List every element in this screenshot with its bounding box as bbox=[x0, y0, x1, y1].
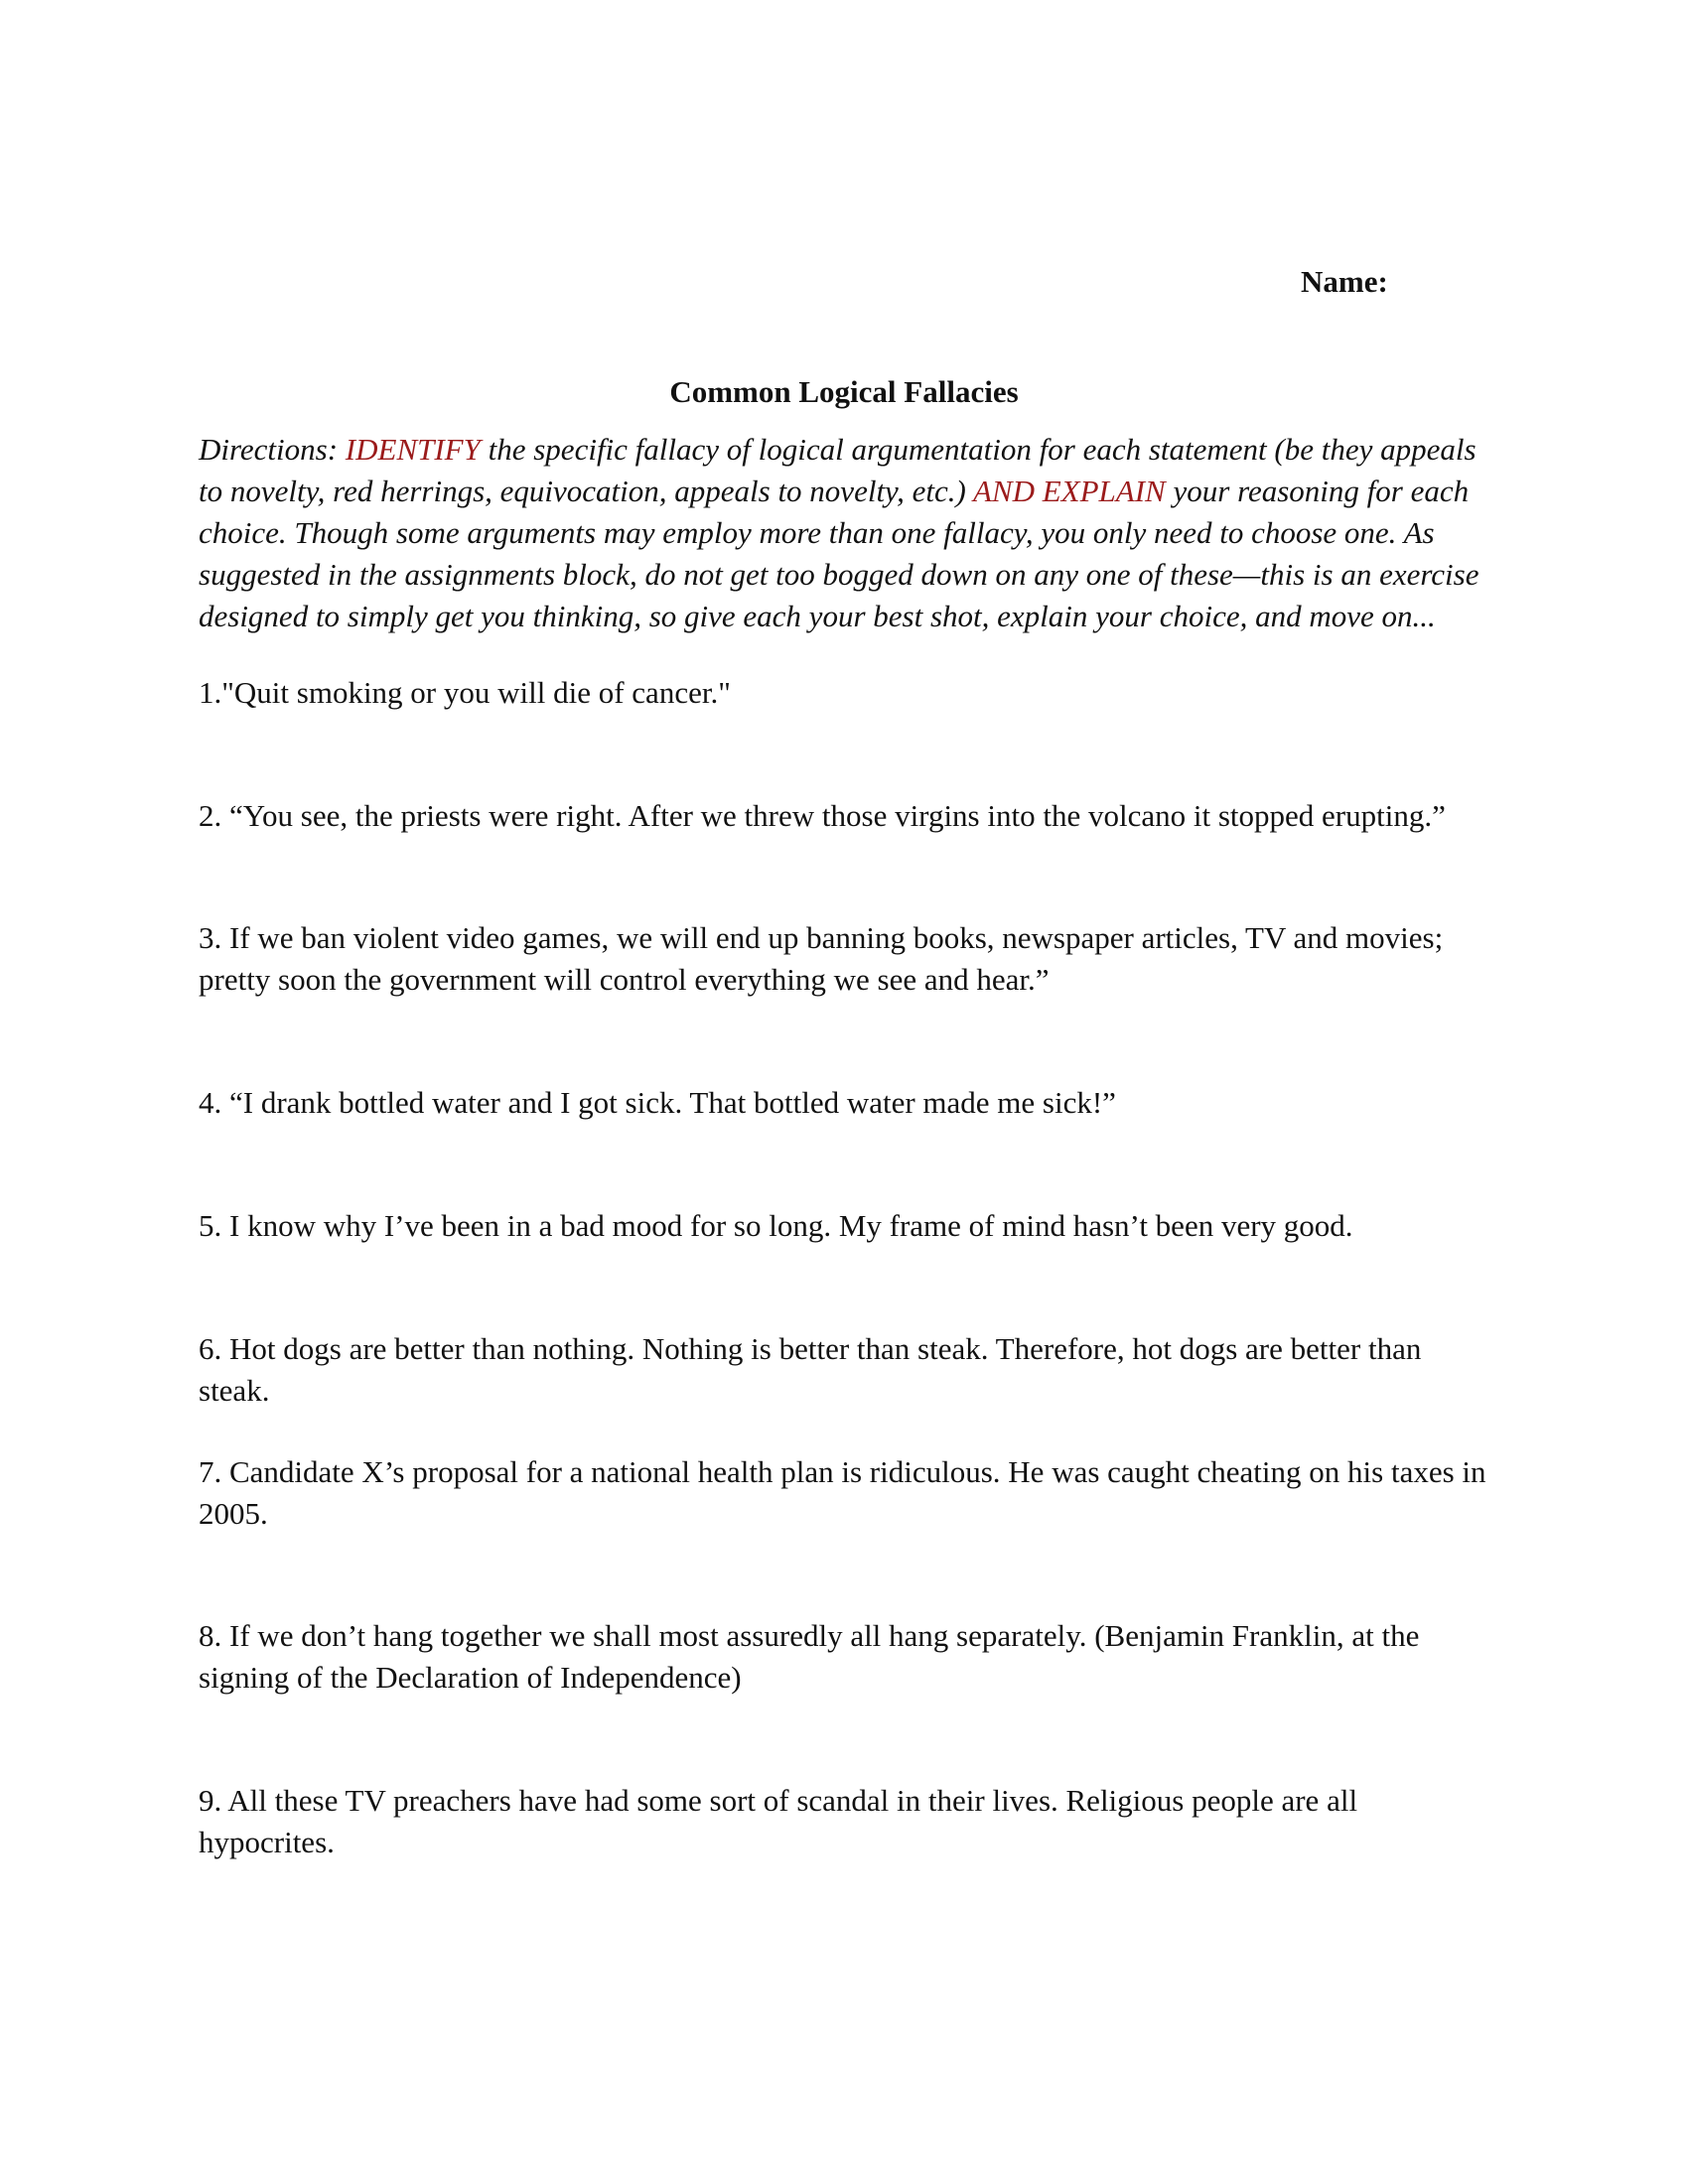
question-3: 3. If we ban violent video games, we will end up banning books, newspaper articles, TV and movies; pretty soon the government will control everything we see and hear.” bbox=[199, 920, 1444, 997]
directions-label: Directions: bbox=[199, 432, 346, 467]
directions-text-part2: your reasoning for each choice. Though some arguments may employ more than one fallacy, you only need to choose one. As suggested in the assignments block, do not get too bogged down on any one of these—this is an exercise designed to simply get you thinking, so give each your best shot, explain your choice, and move on... bbox=[199, 474, 1479, 633]
question-2: 2. “You see, the priests were right. After we threw those virgins into the volcano it stopped erupting.” bbox=[199, 798, 1446, 833]
question-1: 1."Quit smoking or you will die of cancer." bbox=[199, 675, 731, 710]
directions-explain-keyword: AND EXPLAIN bbox=[973, 474, 1166, 508]
page-title: Common Logical Fallacies bbox=[669, 374, 1019, 409]
directions-text-part1: the specific fallacy of logical argumentation for each statement (be they appeals to novelty, red herrings, equivocation, appeals to novelty, etc.) bbox=[199, 432, 1477, 508]
question-6: 6. Hot dogs are better than nothing. Nothing is better than steak. Therefore, hot dogs are better than steak. bbox=[199, 1331, 1422, 1408]
question-5: 5. I know why I’ve been in a bad mood for so long. My frame of mind hasn’t been very good. bbox=[199, 1208, 1353, 1243]
question-8: 8. If we don’t hang together we shall most assuredly all hang separately. (Benjamin Franklin, at the signing of the Declaration of Independence) bbox=[199, 1618, 1420, 1695]
question-9: 9. All these TV preachers have had some sort of scandal in their lives. Religious people are all hypocrites. bbox=[199, 1783, 1358, 1859]
question-4: 4. “I drank bottled water and I got sick. That bottled water made me sick!” bbox=[199, 1085, 1116, 1120]
directions-identify-keyword: IDENTIFY bbox=[345, 432, 481, 467]
directions-paragraph bbox=[199, 429, 1499, 637]
question-7: 7. Candidate X’s proposal for a national health plan is ridiculous. He was caught cheating on his taxes in 2005. bbox=[199, 1454, 1486, 1531]
name-label: Name: bbox=[1301, 264, 1388, 299]
